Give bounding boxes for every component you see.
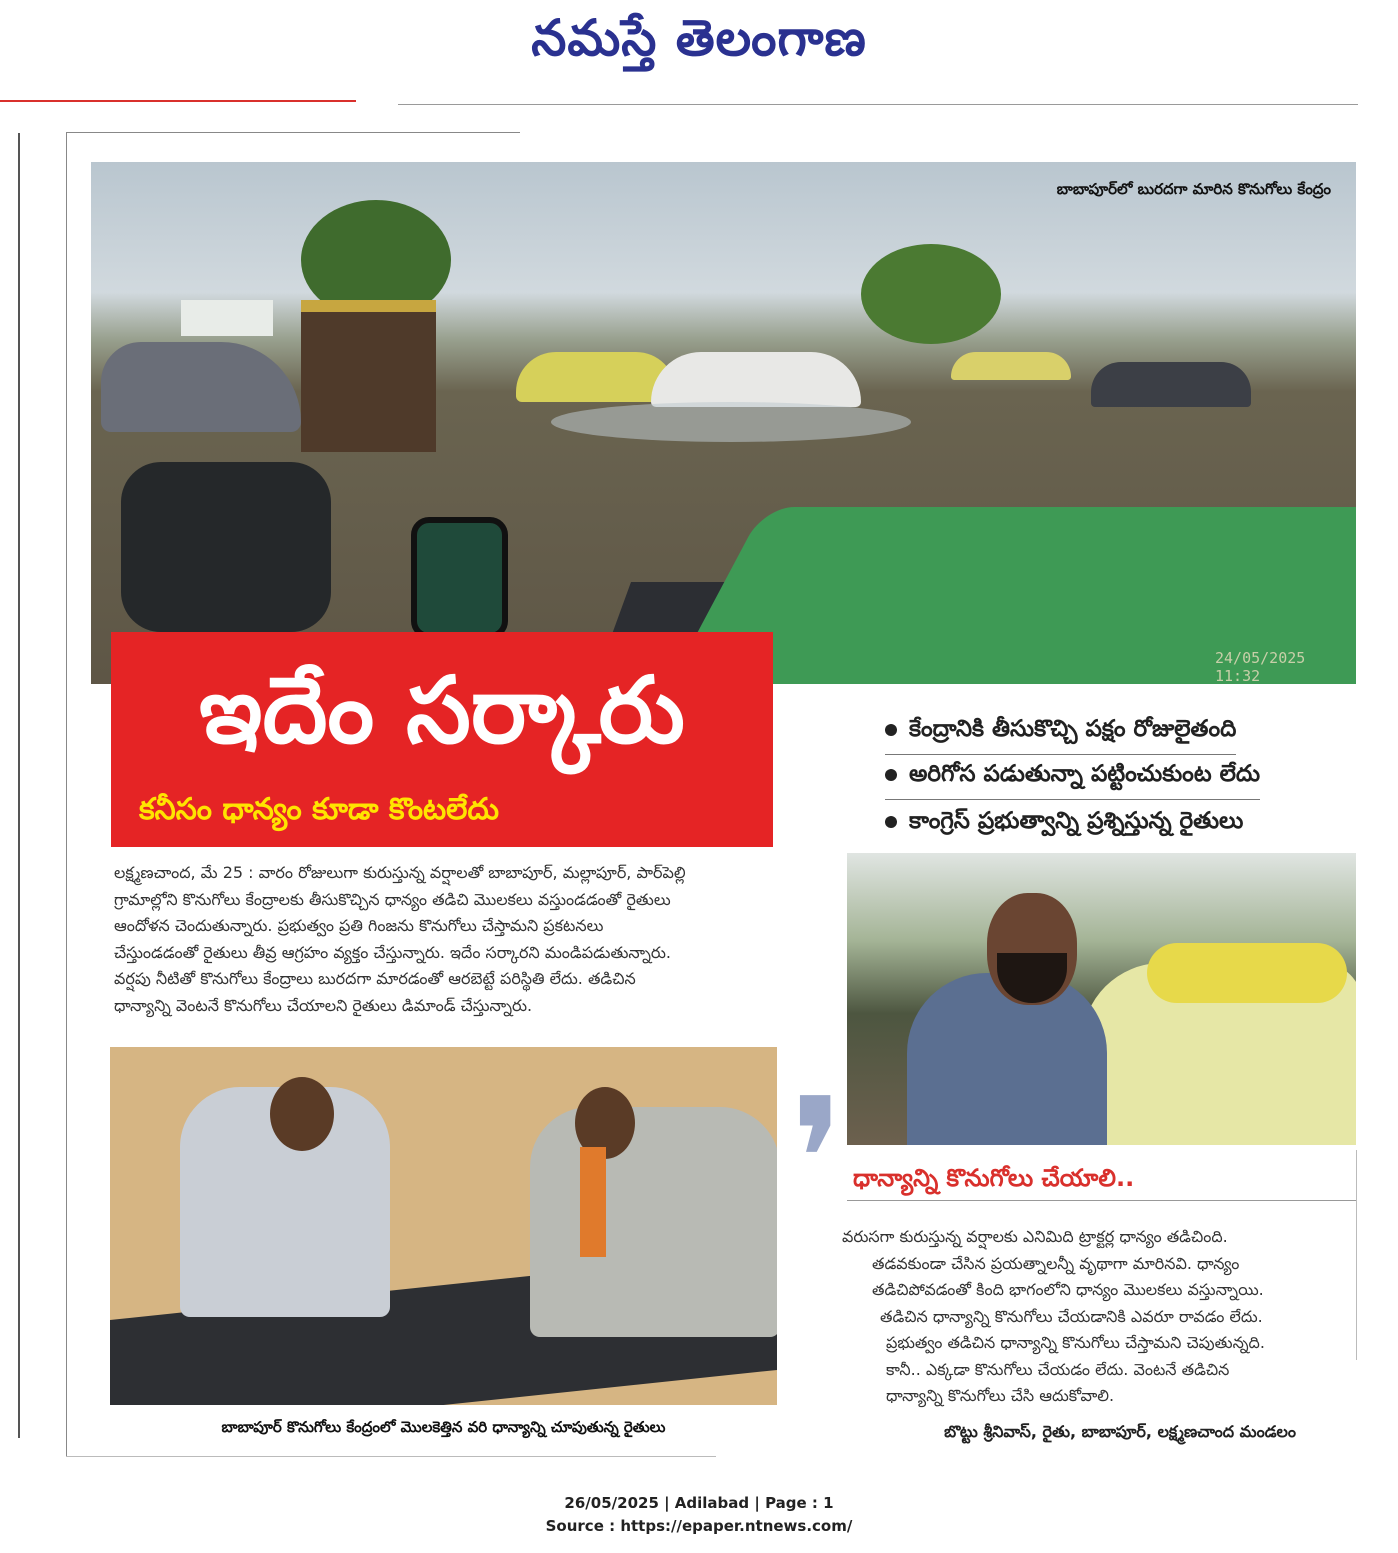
farmer-head (270, 1077, 334, 1151)
quote-line: కానీ.. ఎక్కడా కొనుగోలు చేయడం లేదు. వెంటనే తడిచిన (886, 1359, 1230, 1379)
article-line: చేస్తుండడంతో రైతులు తీవ్ర ఆగ్రహం వ్యక్తం చేస్తున్నారు. ఇదేం సర్కారని మండిపడుతున్నారు. (114, 942, 672, 962)
farmer-portrait-photo (847, 853, 1356, 1145)
headline-subtitle: కనీసం ధాన్యం కూడా కొంటలేదు (139, 792, 500, 827)
photo-timestamp: 24/05/2025 11:32 (1215, 649, 1306, 684)
headline-title: ఇదేం సర్కారు (199, 656, 685, 764)
bullet-point (885, 761, 1260, 800)
quote-line: ధాన్యాన్ని కొనుగోలు చేసి ఆదుకోవాలి. (886, 1386, 1115, 1405)
farmer-shirt (907, 973, 1107, 1145)
frame-top-rule (66, 132, 520, 133)
masthead-rule-grey (398, 104, 1358, 105)
quote-line: తడిచిపోవడంతో కింది భాగంలోని ధాన్యం మొలకలు వస్తున్నాయి. (872, 1280, 1264, 1299)
main-photo-procurement-centre (91, 162, 1356, 684)
tarp-heap (651, 352, 861, 407)
article-line: లక్ష్మణచాంద, మే 25 : వారం రోజులుగా కురుస్తున్న వర్షాలతో బాబాపూర్, మల్లాపూర్, పార్‌పెల్లి (114, 863, 686, 882)
motorcycle (121, 462, 331, 632)
article-line: ఆందోళన చెందుతున్నారు. ప్రభుత్వం ప్రతి గింజను కొనుగోలు చేస్తామని ప్రకటనలు (114, 916, 604, 935)
bullet-text: కేంద్రానికి తీసుకొచ్చి పక్షం రోజులైతంది (909, 716, 1237, 742)
grain-bags (1147, 943, 1347, 1003)
quote-line: తడవకుండా చేసిన ప్రయత్నాలన్నీ వృథాగా మారినవి. ధాన్యం (872, 1253, 1240, 1273)
farmers-photo-caption: బాబాపూర్ కొనుగోలు కేంద్రంలో మొలకెత్తిన వరి ధాన్యాన్ని చూపుతున్న రైతులు (221, 1418, 666, 1436)
farmer-figure (530, 1107, 777, 1337)
tractor-trailer (301, 300, 436, 452)
article-line: గ్రామాల్లోని కొనుగోలు కేంద్రాలకు తీసుకొచ్చిన ధాన్యం తడిచి మొలకలు వస్తుండడంతో రైతులు (114, 889, 671, 909)
adjacent-column-edge (0, 133, 20, 1438)
farmers-grain-photo (110, 1047, 777, 1405)
quote-line: ప్రభుత్వం తడిచిన ధాన్యాన్ని కొనుగోలు చేస్తామని చెపుతున్నది. (886, 1333, 1265, 1352)
quote-author: బొట్టు శ్రీనివాస్, రైతు, బాబాపూర్, లక్ష్మణచాంద మండలం (944, 1422, 1296, 1441)
article-line: వర్షపు నీటితో కొనుగోలు కేంద్రాలు బురదగా మారడంతో ఆరబెట్టే పరిస్థితి లేదు. తడిచిన (114, 969, 636, 988)
frame-left-rule (66, 132, 67, 1457)
puddle (551, 402, 911, 442)
quote-line: వరుసగా కురుస్తున్న వర్షాలకు ఎనిమిది ట్రాక్టర్ల ధాన్యం తడిచింది. (842, 1227, 1228, 1246)
bullet-point (885, 716, 1236, 755)
footer-edition-info: 26/05/2025 | Adilabad | Page : 1 (564, 1494, 834, 1512)
quote-line: తడిచిన ధాన్యాన్ని కొనుగోలు చేయడానికి ఎవరూ రావడం లేదు. (880, 1306, 1263, 1326)
tarp-heap (951, 352, 1071, 380)
motorcycle-tank (411, 517, 508, 639)
quote-title: ధాన్యాన్ని కొనుగోలు చేయాలి.. (853, 1164, 1135, 1192)
headline-box (111, 632, 773, 847)
tree-shape (861, 244, 1001, 344)
bullet-icon (885, 769, 897, 781)
bullet-text: కాంగ్రెస్ ప్రభుత్వాన్ని ప్రశ్నిస్తున్న రైతులు (909, 808, 1244, 834)
main-photo-caption: బాబాపూర్‌లో బురదగా మారిన కొనుగోలు కేంద్రం (1056, 180, 1331, 198)
bullet-point (885, 808, 1243, 846)
quote-frame-rule (1356, 1150, 1357, 1360)
quote-rule (847, 1200, 1356, 1201)
tarp-heap (101, 342, 301, 432)
article-line: ధాన్యాన్ని వెంటనే కొనుగోలు చేయాలని రైతులు డిమాండ్ చేస్తున్నారు. (114, 995, 533, 1015)
building-shape (181, 300, 273, 336)
frame-bottom-rule (66, 1456, 716, 1457)
bullet-text: అరిగోస పడుతున్నా పట్టించుకుంట లేదు (909, 761, 1261, 787)
masthead-logo: నమస్తే తెలంగాణ (531, 8, 867, 67)
bullet-icon (885, 724, 897, 736)
footer-source-link[interactable]: Source : https://epaper.ntnews.com/ (545, 1517, 853, 1535)
masthead-rule-red (0, 100, 356, 102)
article-body (114, 860, 774, 1019)
bullet-icon (885, 816, 897, 828)
tarp-heap (1091, 362, 1251, 407)
quote-body (842, 1224, 1350, 1410)
orange-scarf (580, 1147, 606, 1257)
quote-mark-icon: ❜ (790, 1062, 845, 1260)
